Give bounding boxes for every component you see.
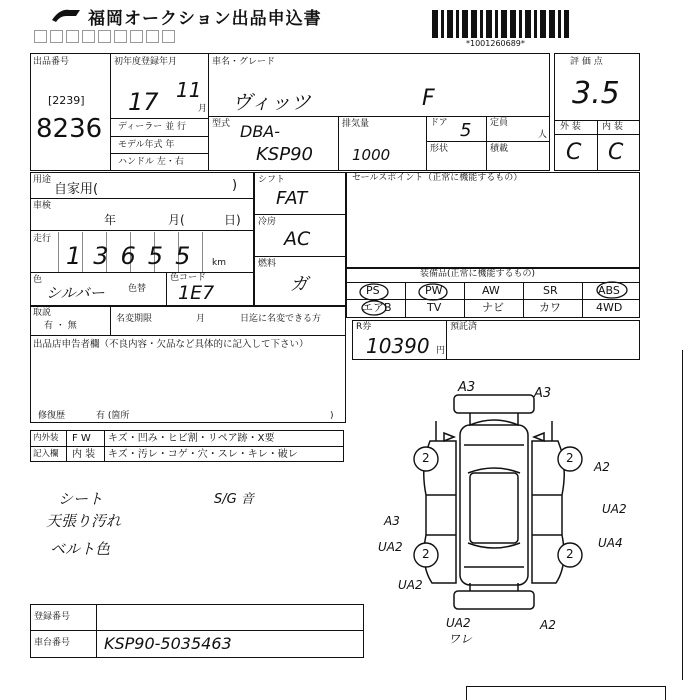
logo [50, 6, 84, 24]
model-year-label: モデル年式 年 [118, 140, 175, 150]
inspection-month: 月( [168, 213, 185, 227]
usage-value: 自家用( [54, 182, 99, 197]
type-value-1: DBA- [240, 122, 281, 141]
dealer-label: ディーラー 並 行 [118, 122, 187, 132]
owner-change-month: 月 [196, 314, 206, 324]
mark-top-left: A3 [458, 380, 476, 395]
mark-bottom-left-side: UA2 [398, 578, 423, 592]
wheel-mark-rr: 2 [566, 547, 574, 561]
inspection-day: 日) [224, 213, 241, 227]
mark-bottom-left-sub: ワレ [448, 632, 473, 646]
wheel-mark-fr: 2 [566, 451, 574, 465]
vehicle-grade: F [422, 86, 435, 111]
owner-change-date-label: 日迄に名変できる方 [240, 314, 322, 324]
inspection-year: 年 [104, 213, 117, 227]
repair-close: ) [330, 411, 334, 421]
equipment-label: 装備品(正常に機能するもの) [420, 269, 536, 279]
type-value-2: KSP90 [256, 144, 313, 165]
exterior-label: 外 装 [560, 122, 581, 132]
interior-label: 内 装 [602, 122, 623, 132]
color-code-label: 色コード [170, 273, 207, 283]
equipment-pw: PW [425, 284, 443, 297]
equipment-navi: ナビ [482, 301, 504, 314]
equipment-abs: ABS [598, 284, 620, 297]
mark-right-lower: UA4 [598, 536, 623, 550]
mileage-unit: km [212, 258, 226, 268]
equipment-sr: SR [543, 284, 558, 297]
vehicle-name: ヴィッツ [232, 90, 311, 114]
doors-value: 5 [460, 120, 472, 141]
barcode [430, 10, 570, 38]
mileage-label: 走行 [33, 234, 52, 244]
mark-bottom-right: A2 [540, 618, 556, 632]
interior-score: C [608, 140, 624, 165]
sales-point-box [346, 172, 640, 268]
score-value: 3.5 [572, 76, 620, 111]
mark-right-upper: A2 [594, 460, 610, 474]
type-label: 型式 [212, 119, 231, 129]
registration-month: 11 [176, 78, 202, 102]
note-line-1b: S/G 音 [214, 492, 254, 507]
lot-number: 8236 [36, 114, 103, 144]
equipment-airbag: エアB [362, 301, 392, 314]
color-code: 1E7 [178, 282, 215, 304]
shift-value: FAT [276, 188, 308, 209]
damage-row1-text: キズ・凹み・ヒビ割・リペア跡・X要 [108, 433, 275, 444]
capacity-label: 定員 [490, 118, 509, 128]
note-line-2: 天張り汚れ [46, 512, 122, 530]
recycle-label: R券 [356, 322, 372, 332]
load-label: 積載 [490, 144, 509, 154]
equipment-circle-marks [346, 280, 640, 320]
displacement-label: 排気量 [342, 119, 370, 129]
equipment-tv: TV [427, 301, 442, 314]
lot-label: 出品番号 [33, 57, 70, 67]
registration-year: 17 [128, 88, 159, 116]
mark-left-mid: A3 [384, 514, 400, 528]
manual-values: 有 ・ 無 [44, 321, 77, 331]
mark-right-mid: UA2 [602, 502, 627, 516]
doors-label: ドア [430, 118, 448, 128]
shift-label: シフト [258, 175, 286, 185]
color-label: 色 [33, 275, 43, 285]
exterior-score: C [566, 140, 582, 165]
wheel-mark-rl: 2 [422, 547, 430, 561]
chassis-value: KSP90-5035463 [104, 634, 232, 653]
wheel-mark-fl: 2 [422, 451, 430, 465]
damage-row2-text: キズ・汚レ・コゲ・穴・スレ・キレ・破レ [108, 449, 298, 460]
title-number-label: 登録番号 [34, 612, 71, 622]
displacement-value: 1000 [352, 146, 391, 164]
owner-change-label: 名変期限 [116, 314, 153, 324]
bottom-right-stub [466, 686, 666, 700]
equipment-4wd: 4WD [596, 301, 623, 314]
fuel-label: 燃料 [258, 259, 277, 269]
ac-label: 冷房 [258, 217, 277, 227]
mark-bottom-left: UA2 [446, 616, 471, 630]
damage-row1-tag: F W [72, 433, 91, 444]
notes-label: 出品店申告者欄（不良内容・欠品など具体的に記入して下さい） [33, 339, 309, 350]
ac-value: AC [284, 228, 311, 250]
mark-top-right: A3 [534, 386, 552, 401]
capacity-unit: 人 [538, 130, 548, 140]
inspection-label: 車検 [33, 201, 52, 211]
recycle-value: 10390 [366, 334, 430, 358]
fuel-value: ガ [290, 274, 308, 295]
equipment-leather: カワ [539, 301, 561, 314]
mileage-value: 13655 [66, 242, 203, 270]
chassis-label: 車台番号 [34, 638, 71, 648]
registration-label: 初年度登録年月 [114, 57, 178, 67]
damage-left-label-2: 記入欄 [33, 449, 59, 459]
note-line-1: シート [58, 490, 104, 508]
manual-label: 取説 [33, 308, 52, 318]
usage-close: ) [232, 178, 238, 193]
form-title: 福岡オークション出品申込書 [88, 9, 322, 29]
shape-label: 形状 [430, 144, 449, 154]
equipment-ps: PS [366, 284, 380, 297]
ref-number: [2239] [48, 94, 85, 107]
car-damage-diagram [390, 385, 630, 625]
repair-label: 修復歴 [38, 411, 66, 421]
note-line-3: ベルト色 [50, 540, 111, 558]
repair-value: 有 (箇所 [96, 411, 130, 421]
barcode-number: *1001260689* [466, 39, 525, 48]
color-value: シルバー [46, 284, 105, 302]
equipment-aw: AW [482, 284, 500, 297]
usage-label: 用途 [33, 175, 52, 185]
damage-row2-tag: 内 装 [72, 449, 96, 460]
registration-month-unit: 月 [198, 104, 208, 114]
color-change-label: 色替 [128, 284, 147, 294]
recycle-unit: 円 [436, 346, 446, 356]
vehicle-name-label: 車名・グレード [212, 57, 276, 67]
mark-left-lower: UA2 [378, 540, 403, 554]
score-label: 評 価 点 [570, 57, 603, 67]
damage-left-label-1: 内外装 [33, 433, 59, 443]
recycle-deposit: 預託済 [450, 322, 478, 332]
handle-label: ハンドル 左・右 [118, 157, 184, 167]
sales-point-label: セールスポイント（正常に機能するもの） [352, 173, 523, 183]
